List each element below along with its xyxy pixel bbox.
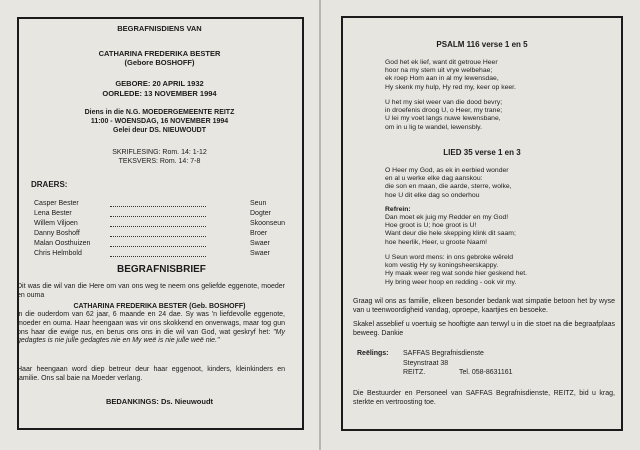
bearer-relation: Dogter xyxy=(250,210,272,217)
verse-line: Hy skenk my hulp, Hy red my, keer op keer. xyxy=(385,83,516,91)
dotted-leader xyxy=(110,230,206,237)
verse-line: U Seun word mens: in ons gebroke wêreld xyxy=(385,254,514,261)
text-verse: TEKSVERS: Rom. 14: 7-8 xyxy=(118,158,201,165)
verse-line: hoe U dit elke dag so onderhou xyxy=(385,191,480,199)
dotted-leader xyxy=(110,250,206,257)
bearer-name: Lena Bester xyxy=(34,210,72,217)
left-page xyxy=(0,0,319,450)
dotted-leader xyxy=(110,220,206,227)
verse-line: Hy bring weer hoop en redding - ook vir my. xyxy=(385,278,517,286)
right-page xyxy=(321,0,640,450)
hymn-stanza-1 xyxy=(385,167,512,200)
bearer-relation: Skoonseun xyxy=(250,220,286,227)
funeral-home-phone: Tel. 058-8631161 xyxy=(459,369,513,376)
bearer-relation: Swaer xyxy=(250,240,270,247)
hymn-heading: LIED 35 verse 1 en 3 xyxy=(443,148,521,157)
verse-line: Hoe groot is U; hoe groot is U! xyxy=(385,222,477,230)
verse-line: U lei my voet langs nuwe lewensbane, xyxy=(385,115,501,123)
refrain-label: Refrein: xyxy=(385,206,411,213)
maiden-name: (Gebore BOSHOFF) xyxy=(124,58,195,67)
letter-quote: "My gedagtes is nie julle gedagtes nie en My weë is nie julle weë nie." xyxy=(17,328,285,345)
verse-line: hoe heerlik, Heer, u groote Naam! xyxy=(385,238,488,246)
bearer-relation: Seun xyxy=(250,200,267,207)
bearer-relation: Broer xyxy=(250,230,268,237)
letter-body-text: in die ouderdom van 62 jaar, 6 maande en 24 dae. Sy was 'n liefdevolle eggenote, moeder en ouma. Haar heengaan was vir ons skokkend en onverwags, maar tog gun ons haar die ewige rus, en berus ons ons in die wil van God, wat geskryf het: xyxy=(17,311,285,336)
bearers-heading: DRAERS: xyxy=(31,180,68,189)
arrangements-label: Reëlings: xyxy=(357,350,389,357)
family-thanks: Graag wil ons as familie, elkeen besonder bedank wat simpatie betoon het by wyse van u teenwoordigheid vandag, oproepe, kaartjies en besoeke. xyxy=(353,298,615,314)
psalm-stanza-1 xyxy=(385,59,516,92)
service-officiant: Gelei deur DS. NIEUWOUDT xyxy=(113,127,206,134)
dotted-leader xyxy=(110,210,206,217)
birth-date: GEBORE: 20 APRIL 1932 xyxy=(115,79,204,88)
address-line: REITZ. xyxy=(403,369,426,376)
verse-line: om in u lig te wandel, lewensbly. xyxy=(385,123,482,131)
verse-line: en al u werke elke dag aanskou: xyxy=(385,175,483,183)
verse-line: kom vestig Hy sy koningsheerskappy. xyxy=(385,262,499,270)
verse-line: God het ek lief, want dit getroue Heer xyxy=(385,59,498,66)
verse-line: Hy maak weer reg wat sonde hier geskend het. xyxy=(385,270,528,278)
verse-line: ek roep Hom aan in al my lewensdae, xyxy=(385,75,499,83)
verse-line: Dan moet ek juig my Redder en my God! xyxy=(385,214,509,221)
closing-message: Die Bestuurder en Personeel van SAFFAS Begrafnisdienste, REITZ, bid u krag, sterkte en vertroosting toe. xyxy=(353,390,615,406)
letter-deceased-name: CATHARINA FREDERIKA BESTER (Geb. BOSHOFF) xyxy=(73,303,246,310)
death-date: OORLEDE: 13 NOVEMBER 1994 xyxy=(102,89,217,98)
bearer-name: Casper Bester xyxy=(34,200,79,207)
verse-line: Want deur die hele skepping klink dit saam; xyxy=(385,230,516,238)
verse-line: hoor na my stem uit vrye welbehae; xyxy=(385,67,493,75)
headlights-request: Skakel asseblief u voertuig se hooftigte aan terwyl u in die stoet na die begraafplaas beweeg. Dankie xyxy=(353,321,615,337)
deceased-name: CATHARINA FREDERIKA BESTER xyxy=(98,49,221,58)
bearer-name: Danny Boshoff xyxy=(34,230,80,237)
dotted-leader xyxy=(110,240,206,247)
address-line: SAFFAS Begrafnisdienste xyxy=(403,350,484,357)
letter-body xyxy=(17,311,285,346)
scripture-reading: SKRIFLESING: Rom. 14: 1-12 xyxy=(112,149,207,156)
verse-line: O Heer my God, as ek in eerbied wonder xyxy=(385,167,509,174)
right-page-border xyxy=(341,16,623,431)
letter-closing: Haar heengaan word diep betreur deur haar eggenoot, kinders, kleinkinders en familie. Ons sal baie na Moeder verlang. xyxy=(17,366,285,382)
service-venue: Diens in die N.G. MOEDERGEMEENTE REITZ xyxy=(84,109,235,116)
verse-line: in droefenis droog U, o Heer, my trane; xyxy=(385,107,503,115)
service-heading: BEGRAFNISDIENS VAN xyxy=(117,24,202,33)
letter-heading: BEGRAFNISBRIEF xyxy=(117,264,206,275)
psalm-heading: PSALM 116 verse 1 en 5 xyxy=(436,40,528,49)
letter-intro: Dit was die wil van die Here om van ons weg te neem ons geliefde eggenote, moeder en ouma xyxy=(17,283,285,299)
hymn-stanza-3 xyxy=(385,254,527,287)
service-time: 11:00 - WOENSDAG, 16 NOVEMBER 1994 xyxy=(90,118,229,125)
refrain xyxy=(385,214,516,247)
verse-line: die son en maan, die aarde, sterre, wolke, xyxy=(385,183,512,191)
bearer-relation: Swaer xyxy=(250,250,270,257)
acknowledgements: BEDANKINGS: Ds. Nieuwoudt xyxy=(105,397,214,406)
verse-line: U het my siel weer van die dood bevry; xyxy=(385,99,503,106)
bearer-name: Willem Viljoen xyxy=(34,220,78,227)
address-line: Steynstraat 38 xyxy=(403,359,449,367)
bearer-name: Malan Oosthuizen xyxy=(34,240,91,247)
dotted-leader xyxy=(110,200,206,207)
psalm-stanza-2 xyxy=(385,99,502,132)
bearer-name: Chris Helmbold xyxy=(34,250,82,257)
